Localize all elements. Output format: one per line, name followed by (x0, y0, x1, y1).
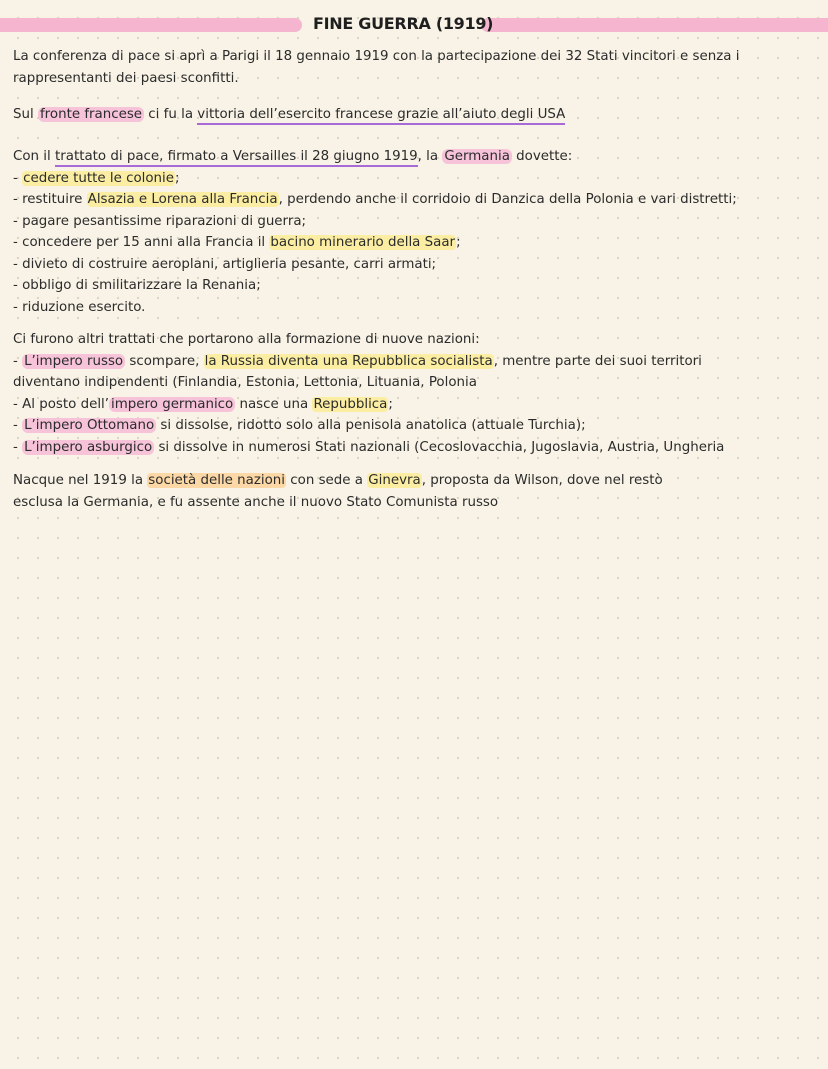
text-line: Ci furono altri trattati che portarono alla formazione di nuove nazioni: (13, 332, 480, 347)
text-run: si dissolse, ridotto solo alla penisola anatolica (attuale Turchia); (156, 418, 586, 433)
text-run: , mentre parte dei suoi territori (493, 353, 702, 369)
text-line (13, 470, 823, 492)
highlight-colonie: cedere tutte le colonie (23, 170, 174, 186)
text-run: Con il (13, 149, 55, 164)
text-run: - (13, 353, 23, 369)
text-run: con sede a (286, 473, 368, 488)
text-line (13, 146, 823, 168)
text-run: scompare, (125, 353, 204, 369)
highlight-saar: bacino minerario della Saar (270, 235, 456, 250)
list-item: - obbligo di smilitarizzare la Renania; (13, 278, 261, 293)
text-run: , perdendo anche il corridoio di Danzica della Polonia e vari distretti; (278, 192, 737, 207)
text-line (13, 104, 823, 126)
highlight-fronte-francese: fronte francese (39, 107, 143, 122)
highlight-societa-nazioni: società delle nazioni (148, 473, 286, 488)
text-line: rappresentanti dei paesi sconfitti. (13, 70, 239, 86)
highlight-impero-ottomano: L’impero Ottomano (24, 418, 155, 433)
list-item (13, 189, 823, 211)
page-title: FINE GUERRA (1919) (313, 14, 494, 33)
text-line: La conferenza di pace si aprì a Parigi il 18 gennaio 1919 con la partecipazione dei 32 Stati vincitori e senza i (13, 49, 740, 64)
list-item: - divieto di costruire aeroplani, artiglieria pesante, carri armati; (13, 256, 437, 272)
list-item (13, 394, 823, 416)
paragraph-versailles-treaty (13, 146, 823, 318)
list-item (13, 437, 823, 459)
text-run: nasce una (235, 396, 313, 412)
text-line: esclusa la Germania, e fu assente anche il nuovo Stato Comunista russo (13, 494, 499, 510)
title-highlight-right (481, 18, 828, 32)
text-run: - (13, 439, 23, 455)
text-run: dovette: (511, 149, 573, 164)
list-item (13, 232, 823, 254)
highlight-alsazia-lorena: Alsazia e Lorena alla Francia (87, 192, 278, 207)
text-run: - concedere per 15 anni alla Francia il (13, 235, 270, 250)
highlight-repubblica: Repubblica (313, 396, 388, 412)
text-run: ; (175, 170, 180, 186)
text-run: - (13, 170, 23, 186)
text-run: - (13, 418, 23, 433)
paragraph-french-front (13, 104, 823, 126)
text-run: Sul (13, 107, 38, 122)
text-run: - Al posto dell’ (13, 396, 110, 412)
text-line: diventano indipendenti (Finlandia, Estonia, Lettonia, Lituania, Polonia (13, 375, 477, 390)
list-item: - riduzione esercito. (13, 299, 146, 315)
list-item (13, 415, 823, 437)
title-highlight-left (0, 18, 302, 32)
highlight-impero-russo: L’impero russo (24, 353, 124, 369)
highlight-ginevra: Ginevra (368, 473, 421, 488)
paragraph-league-of-nations (13, 470, 823, 513)
text-run: si dissolve in numerosi Stati nazionali (Cecoslovacchia, Jugoslavia, Austria, Ungheria (154, 439, 725, 455)
text-run: , proposta da Wilson, dove nel restò (421, 473, 663, 488)
text-run: ci fu la (144, 107, 198, 122)
list-item (13, 351, 823, 373)
paragraph-other-treaties (13, 329, 823, 458)
highlight-impero-germanico: impero germanico (111, 396, 234, 412)
text-run: , la (417, 149, 443, 164)
highlight-impero-asburgico: L’impero asburgico (24, 439, 153, 455)
underline-trattato: trattato di pace, firmato a Versailles il 28 giugno 1919 (55, 149, 418, 167)
highlight-repubblica-socialista: la Russia diventa una Repubblica socialista (204, 353, 493, 369)
list-item (13, 168, 823, 190)
text-run: ; (388, 396, 393, 412)
text-run: - restituire (13, 192, 87, 207)
text-run: ; (456, 235, 461, 250)
paragraph-peace-conference (13, 46, 823, 89)
underline-vittoria: vittoria dell’esercito francese grazie all’aiuto degli USA (197, 107, 565, 125)
highlight-germania: Germania (444, 149, 510, 164)
list-item: - pagare pesantissime riparazioni di guerra; (13, 213, 307, 229)
text-run: Nacque nel 1919 la (13, 473, 148, 488)
